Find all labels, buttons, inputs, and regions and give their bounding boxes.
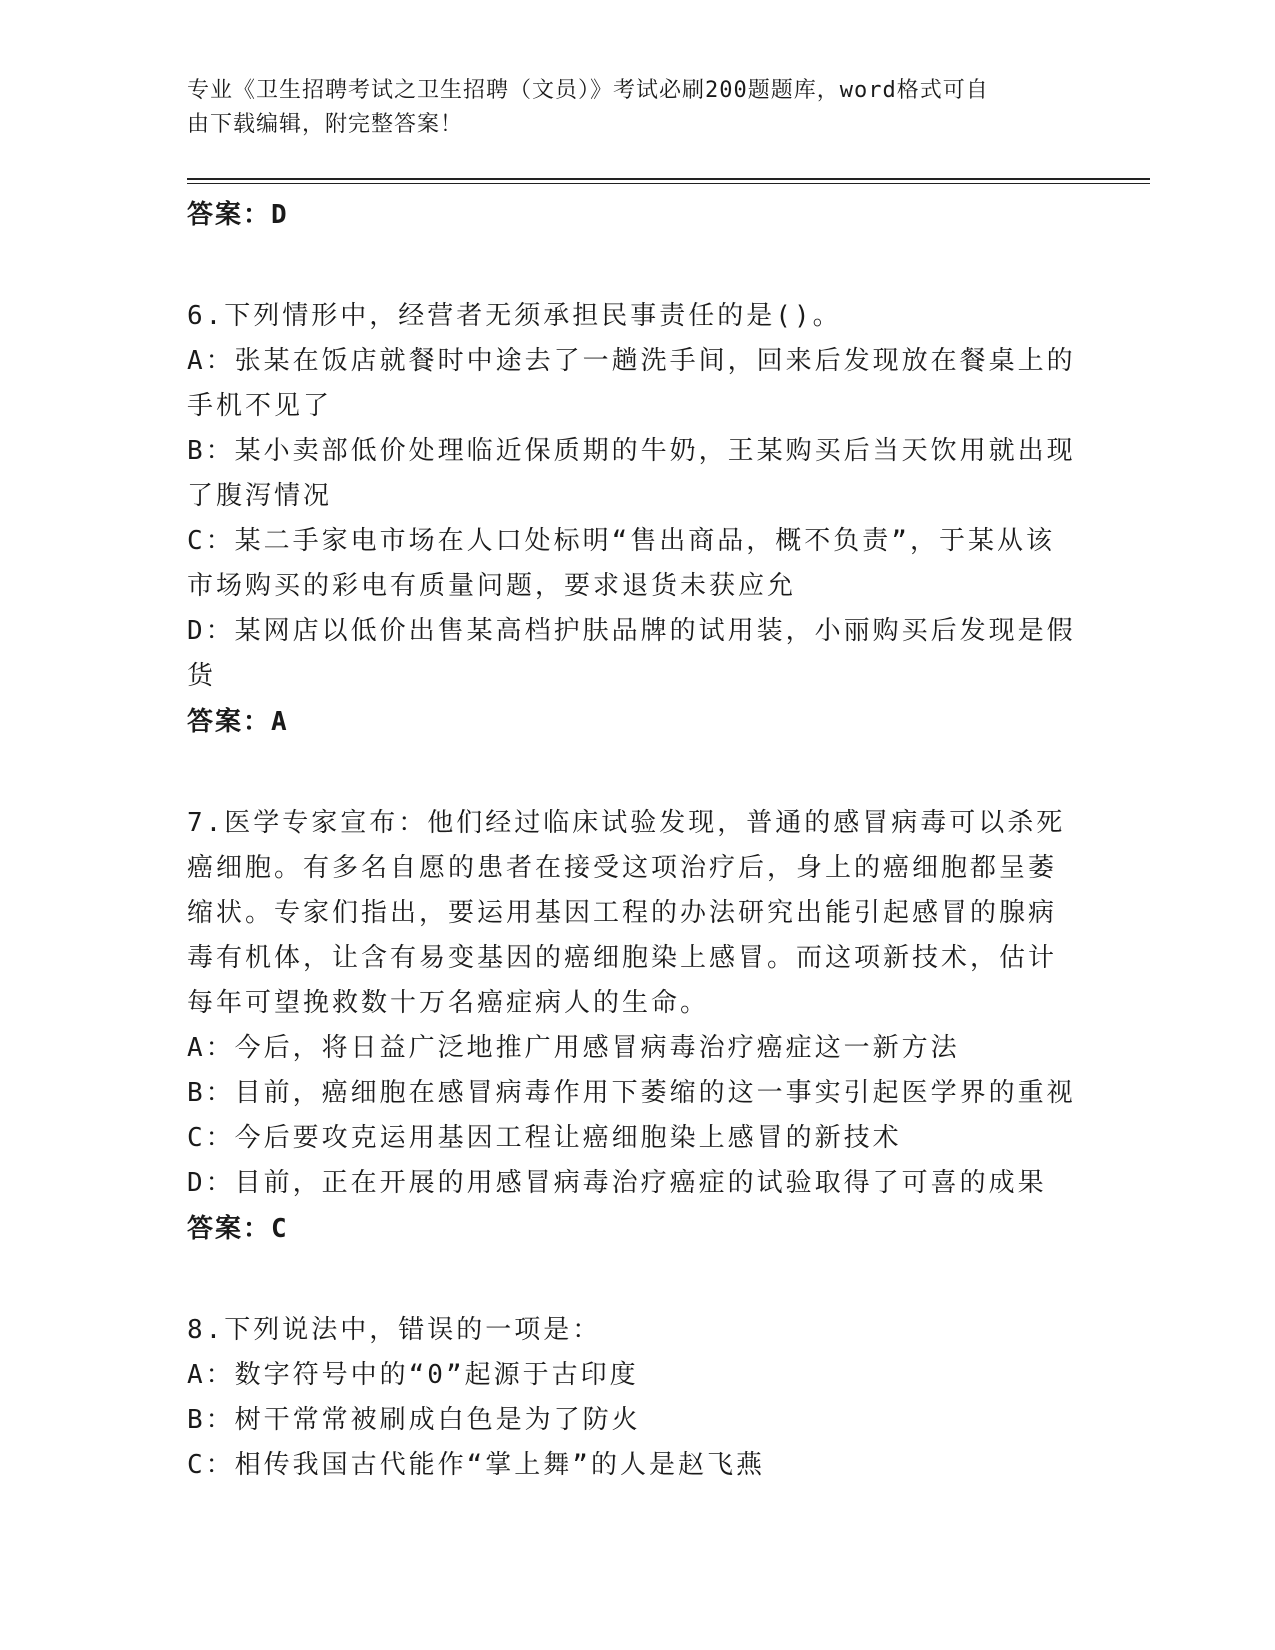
header-divider-thick bbox=[187, 178, 1150, 180]
header-line-1: 专业《卫生招聘考试之卫生招聘（文员）》考试必刷200题题库，word格式可自 bbox=[187, 78, 989, 103]
option-b: B：树干常常被刷成白色是为了防火 bbox=[187, 1405, 641, 1435]
option-a: A：今后，将日益广泛地推广用感冒病毒治疗癌症这一新方法 bbox=[187, 1033, 960, 1063]
question-8 bbox=[187, 1308, 1087, 1488]
option-a: A：张某在饭店就餐时中途去了一趟洗手间，回来后发现放在餐桌上的 bbox=[187, 346, 1076, 376]
answer-q5: 答案：D bbox=[187, 200, 289, 230]
option-c: C：今后要攻克运用基因工程让癌细胞染上感冒的新技术 bbox=[187, 1123, 902, 1153]
option-a: A：数字符号中的“0”起源于古印度 bbox=[187, 1360, 639, 1390]
header-divider-thin bbox=[187, 183, 1150, 184]
header-line-2: 由下载编辑，附完整答案！ bbox=[187, 112, 464, 137]
option-c: C：相传我国古代能作“掌上舞”的人是赵飞燕 bbox=[187, 1450, 765, 1480]
question-stem-cont: 癌细胞。有多名自愿的患者在接受这项治疗后，身上的癌细胞都呈萎 bbox=[187, 853, 1058, 883]
question-stem-cont: 每年可望挽救数十万名癌症病人的生命。 bbox=[187, 988, 710, 1018]
question-stem: 7.医学专家宣布：他们经过临床试验发现，普通的感冒病毒可以杀死 bbox=[187, 808, 1066, 838]
option-c-cont: 市场购买的彩电有质量问题，要求退货未获应允 bbox=[187, 571, 797, 601]
document-header bbox=[187, 74, 1087, 142]
question-6 bbox=[187, 294, 1087, 745]
answer-q7: 答案：C bbox=[187, 1214, 289, 1244]
option-b-cont: 了腹泻情况 bbox=[187, 481, 333, 511]
answer-q6: 答案：A bbox=[187, 707, 289, 737]
question-stem: 6.下列情形中，经营者无须承担民事责任的是()。 bbox=[187, 301, 842, 331]
option-c: C：某二手家电市场在人口处标明“售出商品，概不负责”，于某从该 bbox=[187, 526, 1055, 556]
question-stem-cont: 缩状。专家们指出，要运用基因工程的办法研究出能引起感冒的腺病 bbox=[187, 898, 1058, 928]
question-stem-cont: 毒有机体，让含有易变基因的癌细胞染上感冒。而这项新技术，估计 bbox=[187, 943, 1058, 973]
option-d: D：目前，正在开展的用感冒病毒治疗癌症的试验取得了可喜的成果 bbox=[187, 1168, 1047, 1198]
option-a-cont: 手机不见了 bbox=[187, 391, 333, 421]
option-b: B：某小卖部低价处理临近保质期的牛奶，王某购买后当天饮用就出现 bbox=[187, 436, 1076, 466]
option-d: D：某网店以低价出售某高档护肤品牌的试用装，小丽购买后发现是假 bbox=[187, 616, 1076, 646]
document-body bbox=[187, 192, 1087, 1488]
option-b: B：目前，癌细胞在感冒病毒作用下萎缩的这一事实引起医学界的重视 bbox=[187, 1078, 1076, 1108]
question-stem: 8.下列说法中，错误的一项是： bbox=[187, 1315, 602, 1345]
question-7 bbox=[187, 801, 1087, 1252]
option-d-cont: 货 bbox=[187, 661, 217, 691]
